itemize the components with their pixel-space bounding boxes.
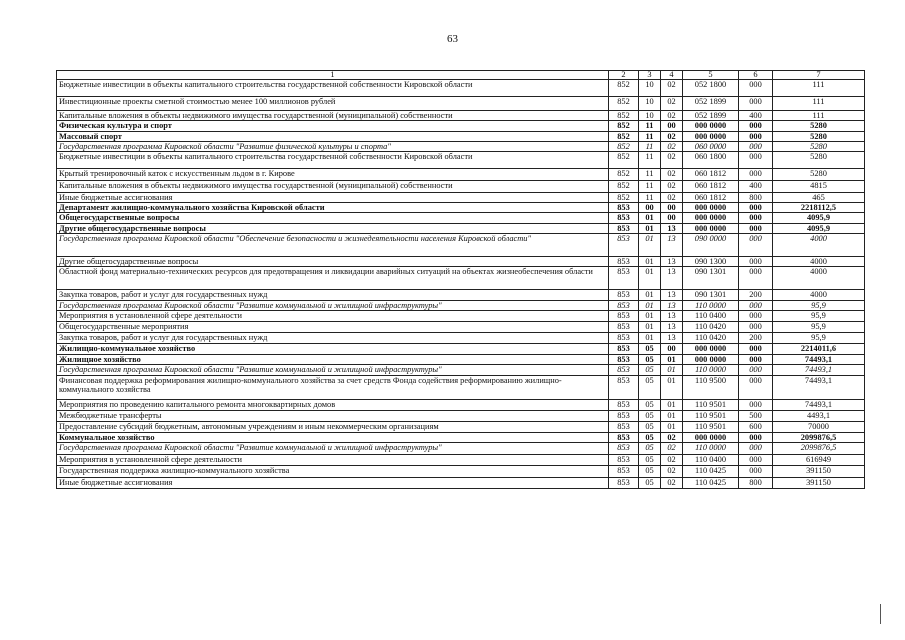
subsection-cell: 02	[661, 433, 683, 443]
row-name-cell: Бюджетные инвестиции в объекты капитального строительства государственной собственности Кировской области	[57, 152, 609, 169]
amount-cell: 111	[773, 80, 865, 97]
target-article-cell: 110 9501	[683, 400, 739, 411]
expense-type-cell: 000	[739, 355, 773, 365]
amount-cell: 95,9	[773, 322, 865, 333]
grbs-code-cell: 853	[609, 400, 639, 411]
row-name-cell: Крытый тренировочный каток с искусственным льдом в г. Кирове	[57, 169, 609, 181]
section-cell: 11	[639, 121, 661, 132]
amount-cell: 4493,1	[773, 411, 865, 422]
expense-type-cell: 000	[739, 344, 773, 355]
grbs-code-cell: 853	[609, 433, 639, 443]
row-name-cell: Капитальные вложения в объекты недвижимого имущества государственной (муниципальной) собственности	[57, 181, 609, 193]
expense-type-cell: 000	[739, 121, 773, 132]
expense-type-cell: 000	[739, 455, 773, 466]
expense-type-cell: 000	[739, 443, 773, 455]
expense-type-cell: 000	[739, 132, 773, 142]
table-row	[57, 132, 865, 142]
expense-type-cell: 800	[739, 193, 773, 203]
amount-cell: 74493,1	[773, 376, 865, 400]
amount-cell: 5280	[773, 142, 865, 152]
grbs-code-cell: 852	[609, 121, 639, 132]
subsection-cell: 00	[661, 203, 683, 213]
table-row	[57, 376, 865, 400]
target-article-cell: 060 1812	[683, 181, 739, 193]
subsection-cell: 13	[661, 301, 683, 311]
row-name-cell: Межбюджетные трансферты	[57, 411, 609, 422]
section-cell: 11	[639, 132, 661, 142]
amount-cell: 95,9	[773, 311, 865, 322]
row-name-cell: Иные бюджетные ассигнования	[57, 193, 609, 203]
section-cell: 11	[639, 142, 661, 152]
grbs-code-cell: 852	[609, 152, 639, 169]
amount-cell: 5280	[773, 169, 865, 181]
table-row	[57, 422, 865, 433]
subsection-cell: 02	[661, 152, 683, 169]
target-article-cell: 110 9501	[683, 411, 739, 422]
table-row	[57, 121, 865, 132]
target-article-cell: 000 0000	[683, 224, 739, 234]
amount-cell: 111	[773, 111, 865, 121]
row-name-cell: Другие общегосударственные вопросы	[57, 257, 609, 267]
table-row	[57, 365, 865, 376]
header-cell: 2	[609, 71, 639, 80]
amount-cell: 465	[773, 193, 865, 203]
section-cell: 00	[639, 203, 661, 213]
target-article-cell: 110 0425	[683, 466, 739, 478]
row-name-cell: Другие общегосударственные вопросы	[57, 224, 609, 234]
amount-cell: 4000	[773, 257, 865, 267]
target-article-cell: 110 9500	[683, 376, 739, 400]
grbs-code-cell: 853	[609, 466, 639, 478]
expense-type-cell: 800	[739, 478, 773, 489]
grbs-code-cell: 852	[609, 142, 639, 152]
amount-cell: 111	[773, 97, 865, 111]
section-cell: 05	[639, 365, 661, 376]
grbs-code-cell: 853	[609, 333, 639, 344]
amount-cell: 2214011,6	[773, 344, 865, 355]
target-article-cell: 000 0000	[683, 433, 739, 443]
target-article-cell: 110 0000	[683, 301, 739, 311]
section-cell: 05	[639, 478, 661, 489]
expense-type-cell: 000	[739, 203, 773, 213]
row-name-cell: Финансовая поддержка реформирования жилищно-коммунального хозяйства за счет средств Фонда содействия реформированию жилищно-коммунального хозяйства	[57, 376, 609, 400]
expense-type-cell: 000	[739, 301, 773, 311]
row-name-cell: Предоставление субсидий бюджетным, автономным учреждениям и иным некоммерческим организациям	[57, 422, 609, 433]
grbs-code-cell: 853	[609, 322, 639, 333]
target-article-cell: 110 9501	[683, 422, 739, 433]
expense-type-cell: 600	[739, 422, 773, 433]
table-row	[57, 267, 865, 290]
expense-type-cell: 000	[739, 466, 773, 478]
table-row	[57, 152, 865, 169]
grbs-code-cell: 852	[609, 181, 639, 193]
row-name-cell: Областной фонд материально-технических ресурсов для предотвращения и ликвидации аварийных ситуаций на объектах жизнеобеспечения области	[57, 267, 609, 290]
expense-type-cell: 000	[739, 224, 773, 234]
section-cell: 10	[639, 111, 661, 121]
grbs-code-cell: 853	[609, 411, 639, 422]
table-row	[57, 97, 865, 111]
target-article-cell: 110 0425	[683, 478, 739, 489]
section-cell: 05	[639, 466, 661, 478]
target-article-cell: 000 0000	[683, 344, 739, 355]
grbs-code-cell: 853	[609, 376, 639, 400]
table-row	[57, 224, 865, 234]
row-name-cell: Государственная программа Кировской области "Развитие коммунальной и жилищной инфраструктуры"	[57, 365, 609, 376]
table-row	[57, 333, 865, 344]
row-name-cell: Жилищно-коммунальное хозяйство	[57, 344, 609, 355]
section-cell: 11	[639, 152, 661, 169]
grbs-code-cell: 852	[609, 111, 639, 121]
table-row	[57, 400, 865, 411]
target-article-cell: 060 0000	[683, 142, 739, 152]
target-article-cell: 110 0420	[683, 322, 739, 333]
subsection-cell: 00	[661, 121, 683, 132]
row-name-cell: Государственная поддержка жилищно-коммунального хозяйства	[57, 466, 609, 478]
expense-type-cell: 200	[739, 290, 773, 301]
table-row	[57, 344, 865, 355]
subsection-cell: 13	[661, 234, 683, 257]
subsection-cell: 02	[661, 132, 683, 142]
table-row	[57, 443, 865, 455]
row-name-cell: Закупка товаров, работ и услуг для государственных нужд	[57, 333, 609, 344]
page-number: 63	[447, 33, 458, 45]
row-name-cell: Массовый спорт	[57, 132, 609, 142]
table-row	[57, 169, 865, 181]
subsection-cell: 13	[661, 311, 683, 322]
table-row	[57, 290, 865, 301]
target-article-cell: 060 1812	[683, 193, 739, 203]
section-cell: 01	[639, 322, 661, 333]
grbs-code-cell: 853	[609, 355, 639, 365]
amount-cell: 4000	[773, 290, 865, 301]
table-header-row	[57, 71, 865, 80]
amount-cell: 2099876,5	[773, 433, 865, 443]
target-article-cell: 090 1300	[683, 257, 739, 267]
subsection-cell: 02	[661, 193, 683, 203]
subsection-cell: 02	[661, 97, 683, 111]
subsection-cell: 02	[661, 111, 683, 121]
subsection-cell: 13	[661, 322, 683, 333]
grbs-code-cell: 853	[609, 311, 639, 322]
row-name-cell: Жилищное хозяйство	[57, 355, 609, 365]
table-row	[57, 433, 865, 443]
expense-type-cell: 000	[739, 152, 773, 169]
subsection-cell: 02	[661, 466, 683, 478]
section-cell: 01	[639, 301, 661, 311]
section-cell: 05	[639, 443, 661, 455]
target-article-cell: 110 0420	[683, 333, 739, 344]
section-cell: 11	[639, 181, 661, 193]
row-name-cell: Иные бюджетные ассигнования	[57, 478, 609, 489]
subsection-cell: 02	[661, 443, 683, 455]
section-cell: 05	[639, 433, 661, 443]
table-row	[57, 213, 865, 224]
row-name-cell: Государственная программа Кировской области "Развитие коммунальной и жилищной инфраструктуры"	[57, 301, 609, 311]
section-cell: 01	[639, 224, 661, 234]
amount-cell: 95,9	[773, 333, 865, 344]
table-row	[57, 301, 865, 311]
amount-cell: 4000	[773, 267, 865, 290]
table-row	[57, 311, 865, 322]
table-row	[57, 111, 865, 121]
section-cell: 11	[639, 169, 661, 181]
target-article-cell: 110 0400	[683, 311, 739, 322]
target-article-cell: 110 0000	[683, 443, 739, 455]
row-name-cell: Мероприятия в установленной сфере деятельности	[57, 455, 609, 466]
section-cell: 10	[639, 97, 661, 111]
target-article-cell: 000 0000	[683, 203, 739, 213]
table-row	[57, 257, 865, 267]
expense-type-cell: 000	[739, 365, 773, 376]
header-cell: 4	[661, 71, 683, 80]
amount-cell: 2218112,5	[773, 203, 865, 213]
row-name-cell: Физическая культура и спорт	[57, 121, 609, 132]
table-row	[57, 193, 865, 203]
amount-cell: 74493,1	[773, 355, 865, 365]
table-row	[57, 411, 865, 422]
expense-type-cell: 000	[739, 213, 773, 224]
subsection-cell: 01	[661, 355, 683, 365]
row-name-cell: Мероприятия по проведению капитального ремонта многоквартирных домов	[57, 400, 609, 411]
grbs-code-cell: 853	[609, 365, 639, 376]
section-cell: 05	[639, 344, 661, 355]
subsection-cell: 13	[661, 290, 683, 301]
amount-cell: 4815	[773, 181, 865, 193]
grbs-code-cell: 853	[609, 234, 639, 257]
subsection-cell: 02	[661, 169, 683, 181]
section-cell: 05	[639, 411, 661, 422]
expense-type-cell: 000	[739, 376, 773, 400]
table-body	[57, 71, 865, 489]
grbs-code-cell: 852	[609, 97, 639, 111]
grbs-code-cell: 852	[609, 80, 639, 97]
table-row	[57, 203, 865, 213]
grbs-code-cell: 853	[609, 257, 639, 267]
subsection-cell: 02	[661, 478, 683, 489]
section-cell: 01	[639, 333, 661, 344]
grbs-code-cell: 853	[609, 301, 639, 311]
amount-cell: 5280	[773, 132, 865, 142]
section-cell: 05	[639, 400, 661, 411]
expense-type-cell: 000	[739, 80, 773, 97]
target-article-cell: 052 1899	[683, 111, 739, 121]
section-cell: 01	[639, 213, 661, 224]
header-cell: 1	[57, 71, 609, 80]
grbs-code-cell: 853	[609, 267, 639, 290]
header-cell: 6	[739, 71, 773, 80]
row-name-cell: Коммунальное хозяйство	[57, 433, 609, 443]
expense-type-cell: 400	[739, 111, 773, 121]
expense-type-cell: 000	[739, 257, 773, 267]
target-article-cell: 060 1800	[683, 152, 739, 169]
table-row	[57, 142, 865, 152]
expense-type-cell: 000	[739, 169, 773, 181]
grbs-code-cell: 853	[609, 443, 639, 455]
expense-type-cell: 000	[739, 311, 773, 322]
target-article-cell: 000 0000	[683, 121, 739, 132]
header-cell: 5	[683, 71, 739, 80]
table-row	[57, 355, 865, 365]
subsection-cell: 13	[661, 333, 683, 344]
grbs-code-cell: 853	[609, 203, 639, 213]
grbs-code-cell: 852	[609, 132, 639, 142]
subsection-cell: 02	[661, 181, 683, 193]
grbs-code-cell: 853	[609, 344, 639, 355]
target-article-cell: 110 0400	[683, 455, 739, 466]
section-cell: 05	[639, 422, 661, 433]
target-article-cell: 110 0000	[683, 365, 739, 376]
subsection-cell: 02	[661, 80, 683, 97]
expense-type-cell: 200	[739, 333, 773, 344]
row-name-cell: Закупка товаров, работ и услуг для государственных нужд	[57, 290, 609, 301]
amount-cell: 5280	[773, 152, 865, 169]
target-article-cell: 052 1800	[683, 80, 739, 97]
expense-type-cell: 000	[739, 433, 773, 443]
amount-cell: 391150	[773, 478, 865, 489]
amount-cell: 70000	[773, 422, 865, 433]
amount-cell: 4095,9	[773, 213, 865, 224]
expense-type-cell: 000	[739, 234, 773, 257]
expense-type-cell: 000	[739, 142, 773, 152]
row-name-cell: Мероприятия в установленной сфере деятельности	[57, 311, 609, 322]
target-article-cell: 000 0000	[683, 132, 739, 142]
target-article-cell: 090 1301	[683, 290, 739, 301]
row-name-cell: Инвестиционные проекты сметной стоимостью менее 100 миллионов рублей	[57, 97, 609, 111]
budget-table	[56, 70, 865, 489]
expense-type-cell: 000	[739, 97, 773, 111]
table-row	[57, 322, 865, 333]
target-article-cell: 000 0000	[683, 355, 739, 365]
target-article-cell: 052 1899	[683, 97, 739, 111]
subsection-cell: 13	[661, 257, 683, 267]
table-row	[57, 80, 865, 97]
expense-type-cell: 000	[739, 267, 773, 290]
target-article-cell: 000 0000	[683, 213, 739, 224]
target-article-cell: 060 1812	[683, 169, 739, 181]
grbs-code-cell: 853	[609, 290, 639, 301]
subsection-cell: 01	[661, 411, 683, 422]
section-cell: 01	[639, 257, 661, 267]
subsection-cell: 02	[661, 455, 683, 466]
table-row	[57, 181, 865, 193]
target-article-cell: 090 1301	[683, 267, 739, 290]
subsection-cell: 02	[661, 142, 683, 152]
grbs-code-cell: 853	[609, 422, 639, 433]
row-name-cell: Департамент жилищно-коммунального хозяйства Кировской области	[57, 203, 609, 213]
expense-type-cell: 500	[739, 411, 773, 422]
row-name-cell: Капитальные вложения в объекты недвижимого имущества государственной (муниципальной) собственности	[57, 111, 609, 121]
subsection-cell: 01	[661, 365, 683, 376]
section-cell: 10	[639, 80, 661, 97]
grbs-code-cell: 852	[609, 193, 639, 203]
section-cell: 01	[639, 311, 661, 322]
subsection-cell: 00	[661, 213, 683, 224]
subsection-cell: 13	[661, 224, 683, 234]
expense-type-cell: 000	[739, 400, 773, 411]
grbs-code-cell: 853	[609, 224, 639, 234]
grbs-code-cell: 853	[609, 213, 639, 224]
row-name-cell: Общегосударственные вопросы	[57, 213, 609, 224]
amount-cell: 391150	[773, 466, 865, 478]
subsection-cell: 13	[661, 267, 683, 290]
row-name-cell: Государственная программа Кировской области "Обеспечение безопасности и жизнедеятельности населения Кировской области"	[57, 234, 609, 257]
row-name-cell: Общегосударственные мероприятия	[57, 322, 609, 333]
amount-cell: 2099876,5	[773, 443, 865, 455]
subsection-cell: 00	[661, 344, 683, 355]
amount-cell: 95,9	[773, 301, 865, 311]
section-cell: 05	[639, 455, 661, 466]
row-name-cell: Государственная программа Кировской области "Развитие физической культуры и спорта"	[57, 142, 609, 152]
expense-type-cell: 400	[739, 181, 773, 193]
target-article-cell: 090 0000	[683, 234, 739, 257]
amount-cell: 4000	[773, 234, 865, 257]
section-cell: 01	[639, 234, 661, 257]
grbs-code-cell: 853	[609, 478, 639, 489]
subsection-cell: 01	[661, 422, 683, 433]
table-row	[57, 466, 865, 478]
grbs-code-cell: 852	[609, 169, 639, 181]
row-name-cell: Государственная программа Кировской области "Развитие коммунальной и жилищной инфраструктуры"	[57, 443, 609, 455]
subsection-cell: 01	[661, 376, 683, 400]
section-cell: 05	[639, 376, 661, 400]
header-cell: 3	[639, 71, 661, 80]
table-row	[57, 455, 865, 466]
header-cell: 7	[773, 71, 865, 80]
amount-cell: 4095,9	[773, 224, 865, 234]
expense-type-cell: 000	[739, 322, 773, 333]
table-row	[57, 478, 865, 489]
amount-cell: 616949	[773, 455, 865, 466]
section-cell: 05	[639, 355, 661, 365]
section-cell: 01	[639, 290, 661, 301]
section-cell: 11	[639, 193, 661, 203]
margin-mark	[880, 604, 881, 624]
grbs-code-cell: 853	[609, 455, 639, 466]
subsection-cell: 01	[661, 400, 683, 411]
amount-cell: 5280	[773, 121, 865, 132]
table-row	[57, 234, 865, 257]
section-cell: 01	[639, 267, 661, 290]
amount-cell: 74493,1	[773, 365, 865, 376]
amount-cell: 74493,1	[773, 400, 865, 411]
row-name-cell: Бюджетные инвестиции в объекты капитального строительства государственной собственности Кировской области	[57, 80, 609, 97]
